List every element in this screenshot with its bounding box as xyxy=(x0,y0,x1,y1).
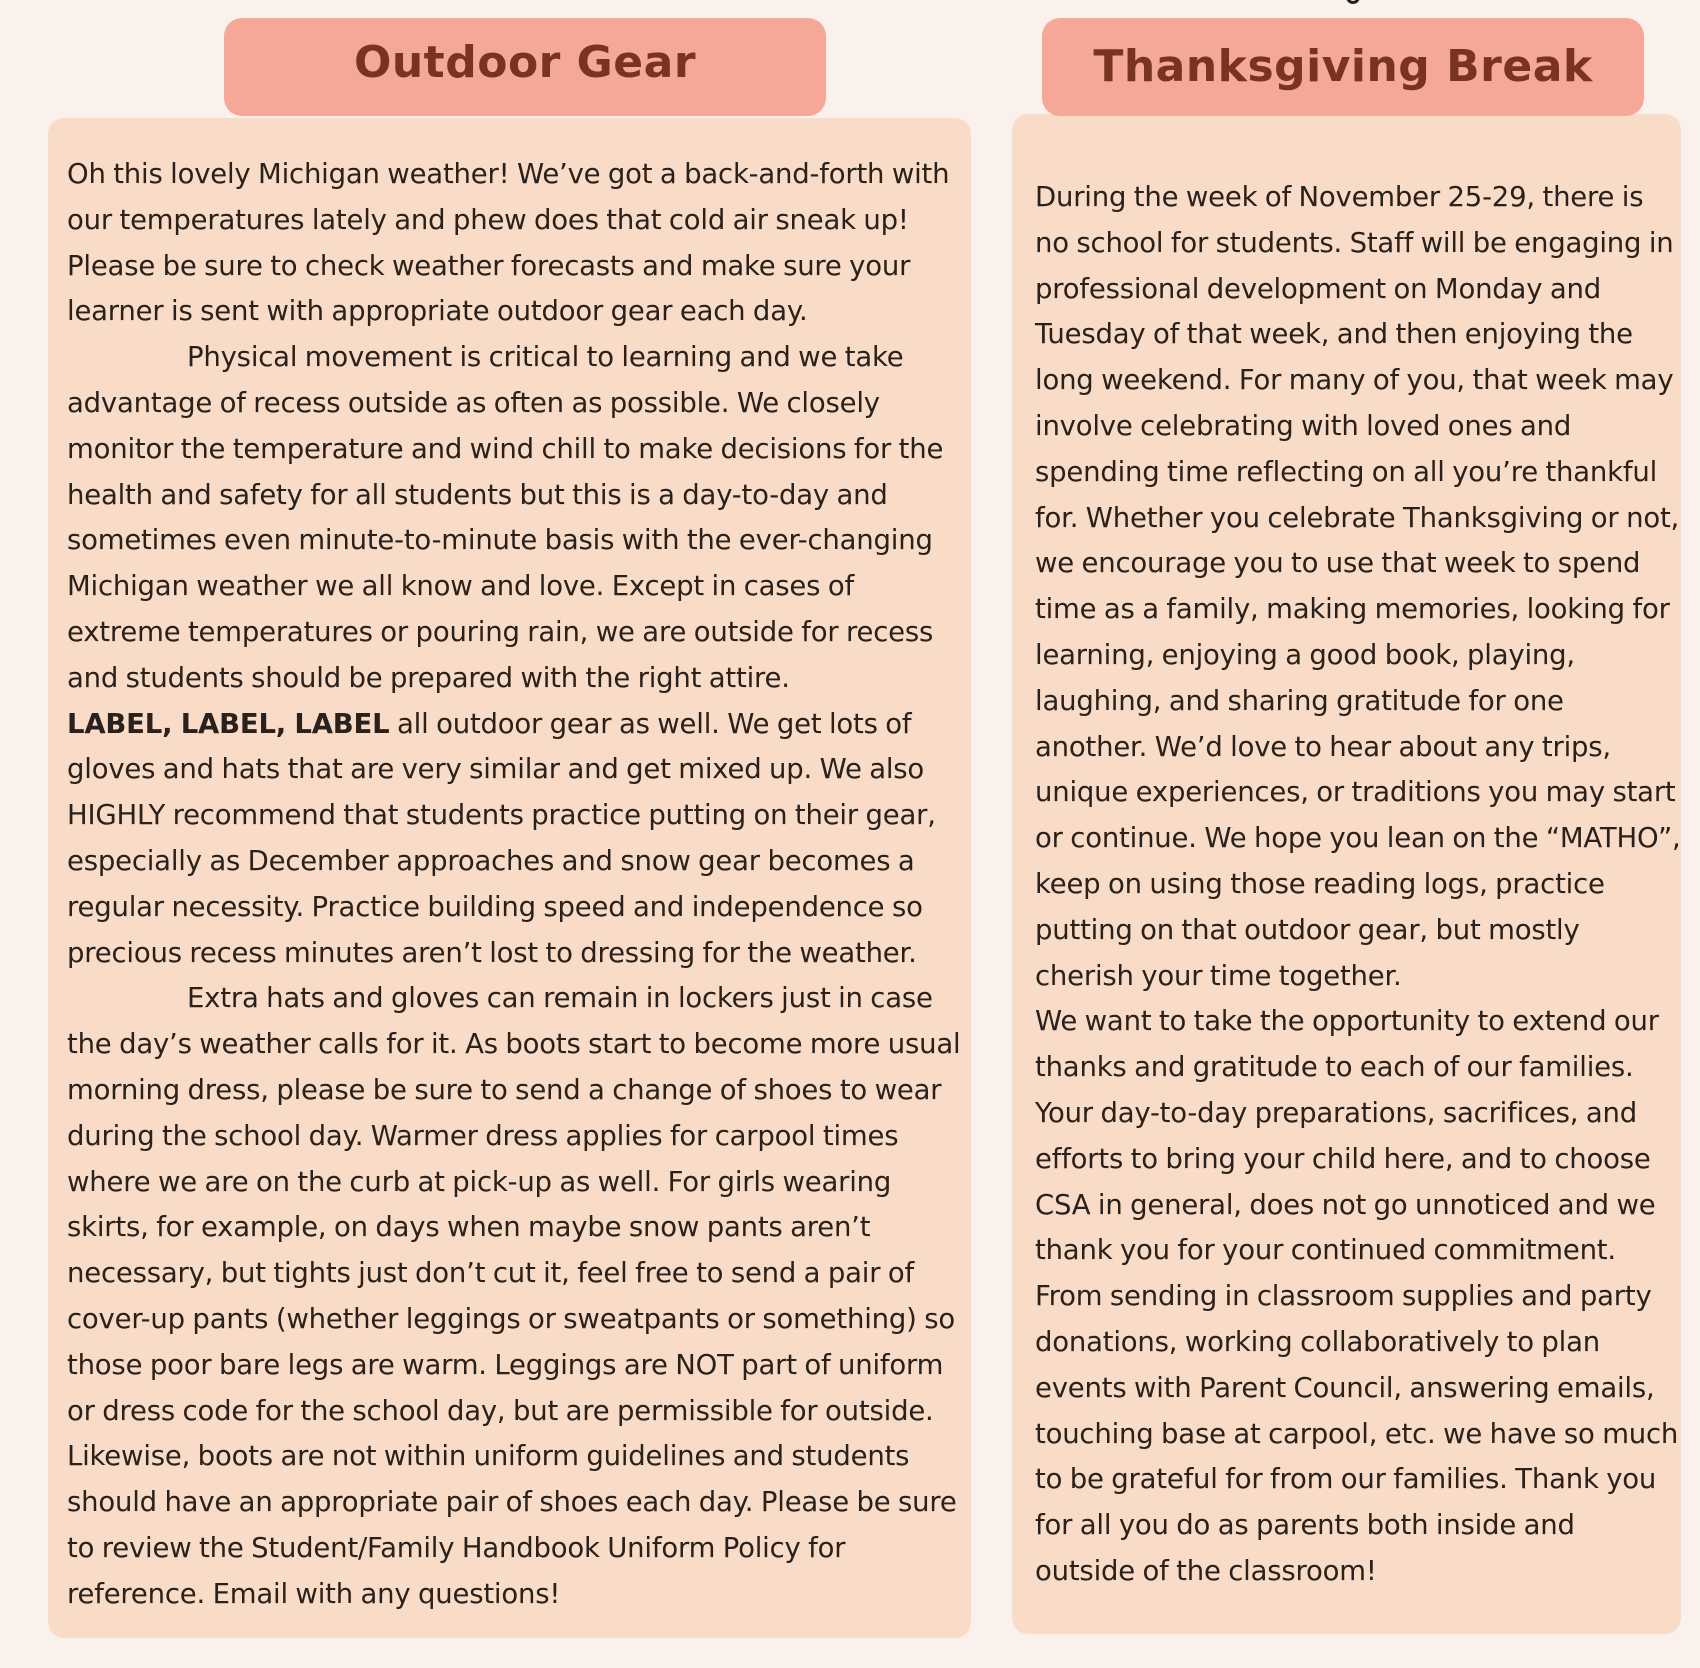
outdoor-gear-paragraph-3 xyxy=(67,702,967,977)
outdoor-gear-title: Outdoor Gear xyxy=(224,18,826,116)
outdoor-gear-paragraph-1: Oh this lovely Michigan weather! We’ve got a back-and-forth with our temperatures lately and phew does that cold air sneak up! Please be sure to check weather forecasts and make sure your learner is sent with appropriate outdoor gear each day. xyxy=(67,158,950,328)
thanksgiving-break-title: Thanksgiving Break xyxy=(1042,18,1644,116)
thanksgiving-break-paragraph-2: We want to take the opportunity to extend our thanks and gratitude to each of our families. Your day-to-day preparations, sacrifices, and efforts to bring your child here, and to choose CSA in general, does not go unnoticed and we thank you for your continued commitment. From sending in classroom supplies and party donations, working collaboratively to plan events with Parent Council, answering emails, touching base at carpool, etc. we have so much to be grateful for from our families. Thank you for all you do as parents both inside and outside of the classroom! xyxy=(1035,1005,1679,1587)
outdoor-gear-paragraph-2: Physical movement is critical to learning and we take advantage of recess outside as often as possible. We closely monitor the temperature and wind chill to make decisions for the health and safety for all students but this is a day-to-day and sometimes even minute-to-minute basis with the ever-changing Michigan weather we all know and love. Except in cases of extreme temperatures or pouring rain, we are outside for recess and students should be prepared with the right attire. xyxy=(67,341,944,694)
thanksgiving-break-body xyxy=(1035,175,1681,1595)
thanksgiving-break-paragraph-1: During the week of November 25-29, there is no school for students. Staff will be engaging in professional development on Monday and Tuesday of that week, and then enjoying the long weekend. For many of you, that week may involve celebrating with loved ones and spending time reflecting on all you’re thankful for. Whether you celebrate Thanksgiving or not, we encourage you to use that week to spend time as a family, making memories, looking for learning, enjoying a good book, playing, laughing, and sharing gratitude for one another. We’d love to hear about any trips, unique experiences, or traditions you may start or continue. We hope you lean on the “MATHO”, keep on using those reading logs, practice putting on that outdoor gear, but mostly cherish your time together. xyxy=(1035,181,1681,992)
outdoor-gear-body xyxy=(67,152,967,1618)
outdoor-gear-paragraph-4: Extra hats and gloves can remain in lockers just in case the day’s weather calls for it. As boots start to become more usual morning dress, please be sure to send a change of shoes to wear during the school day. Warmer dress applies for carpool times where we are on the curb at pick-up as well. For girls wearing skirts, for example, on days when maybe snow pants aren’t necessary, but tights just don’t cut it, feel free to send a pair of cover-up pants (whether leggings or sweatpants or something) so those poor bare legs are warm. Leggings are NOT part of uniform or dress code for the school day, but are permissible for outside. Likewise, boots are not within uniform guidelines and students should have an appropriate pair of shoes each day. Please be sure to review the Student/Family Handbook Uniform Policy for reference. Email with any questions! xyxy=(67,982,961,1610)
label-emphasis: LABEL, LABEL, LABEL xyxy=(67,707,390,740)
cropped-text-fragment xyxy=(1346,0,1360,4)
outdoor-gear-paragraph-3-text: all outdoor gear as well. We get lots of gloves and hats that are very similar and get mixed up. We also HIGHLY recommend that students practice putting on their gear, especially as December approaches and snow gear becomes a regular necessity. Practice building speed and independence so precious recess minutes aren’t lost to dressing for the weather. xyxy=(67,707,936,969)
